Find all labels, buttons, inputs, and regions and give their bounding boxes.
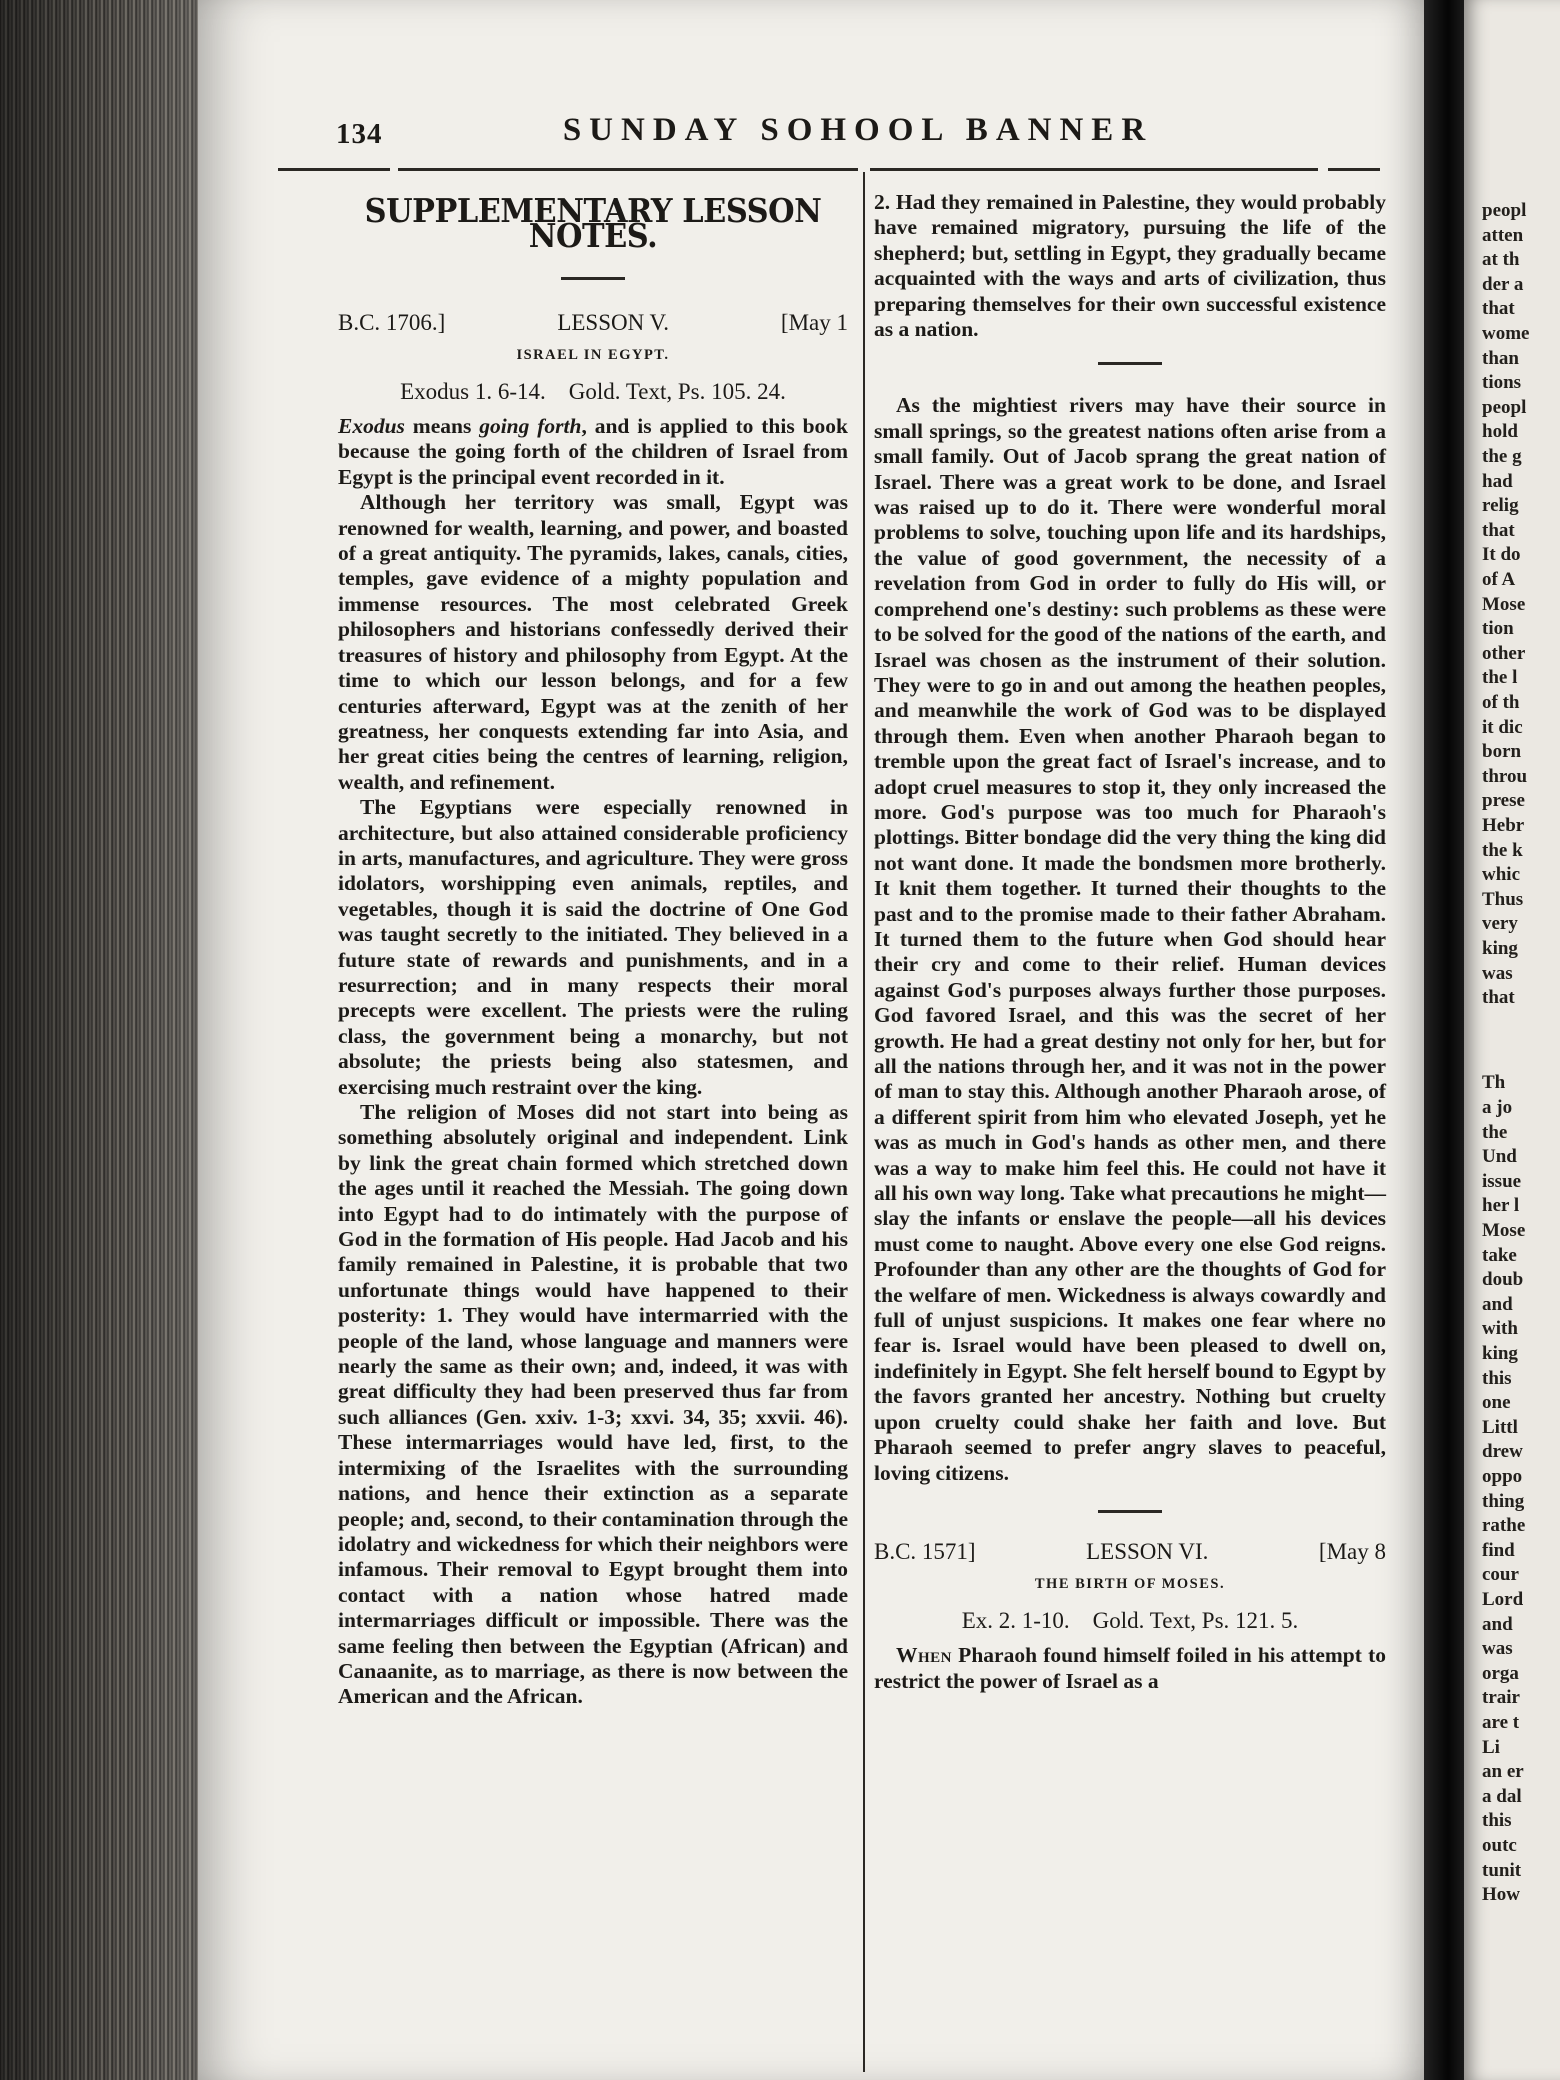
facing-page-line: whic <box>1482 864 1520 886</box>
paragraph-mightiest-rivers: As the mightiest rivers may have their source in small springs, so the greatest nations often arise from a small family. Out of Jacob sprang the great nation of Israel. There was a great work to be done, and Israel was raised up to do it. There were wonderful moral problems to solve, touching upon life and its hardships, the value of good government, the necessity of a revelation from God in order to fully do His will, or comprehend one's destiny: such problems as these were to be solved for the good of the nations of the earth, and Israel was chosen as the instrument of their solution. They were to go in and out among the heathen peoples, and meanwhile the work of God was to be displayed through them. Even when another Pharaoh began to tremble upon the great fact of Israel's increase, and to adopt cruel measures to stop it, they only increased the more. God's purpose was too much for Pharaoh's plottings. Bitter bondage did the very thing the king did not want done. It made the bondsmen more brotherly. It knit them together. It turned their thoughts to the past and to the promise made to their father Abraham. It turned them to the future when God should hear their cry and come to their relief. Human devices against God's purposes always further those purposes. God favored Israel, and this was the secret of her growth. He had a great destiny not only for her, but for all the nations through her, and it was not in the power of man to stay this. Although another Pharaoh arose, of a different spirit from him who elevated Joseph, yet he was as much in God's hands as other men, and there was a way to make him feel this. He could not have it all his own way long. Take what precautions he might—slay the infants or enslave the people—all his devices must come to naught. Above every one else God reigns. Profounder than any other are the thoughts of God for the welfare of men. Wickedness is always cowardly and full of unjust suspicions. It makes one fear where no fear is. Israel would have been pleased to dwell on, indefinitely in Egypt. She felt herself bound to Egypt by the favors granted her ancestry. Nothing but cruelty upon cruelty could shake her faith and love. But Pharaoh seemed to prefer angry slaves to peaceful, loving citizens. <box>874 393 1386 1485</box>
facing-page-line: Mose <box>1482 593 1526 615</box>
facing-page-line: thing <box>1482 1490 1525 1512</box>
facing-page-line: of A <box>1482 569 1516 590</box>
facing-page-line: and <box>1482 1293 1513 1315</box>
lesson-6-date: B.C. 1571] <box>874 1538 976 1564</box>
facing-page-line: was <box>1482 962 1513 984</box>
paragraph-egyptians: The Egyptians were especially renowned in architecture, but also attained considerable proficiency in arts, manufactures, and agriculture. They were gross idolators, worshipping even animals, reptiles, and vegetables, though it is said the doctrine of One God was taught secretly to the initiated. They believed in a future state of rewards and punishments, and in a resurrection; and in many respects their moral precepts were excellent. The priests were the ruling class, the government being a monarchy, but not absolute; the priests being also statesmen, and exercising much restraint over the king. <box>338 795 848 1099</box>
lesson-5-heading <box>338 310 848 335</box>
lesson-6-reference: Ex. 2. 1-10. Gold. Text, Ps. 121. 5. <box>961 1607 1299 1633</box>
header-rule-right <box>870 168 1318 171</box>
facing-page-line: a dal <box>1482 1785 1522 1807</box>
facing-page-line: at th <box>1482 249 1520 271</box>
facing-page-line: king <box>1482 1343 1518 1364</box>
facing-page-line: the g <box>1482 446 1522 467</box>
left-column <box>338 190 848 1710</box>
header-rule-mid <box>398 168 858 171</box>
facing-page-line: der a <box>1482 273 1524 295</box>
facing-page-line: Littl <box>1482 1416 1518 1438</box>
facing-page-line: Lord <box>1482 1589 1524 1610</box>
facing-page-line: born <box>1482 741 1522 763</box>
paragraph-exodus <box>338 414 848 490</box>
facing-page-line: tunit <box>1482 1859 1522 1881</box>
paragraph-religion-of-moses: The religion of Moses did not start into being as something absolutely original and independent. Link by link the great chain formed which stretched down the ages until it reached the Messiah. The going down into Egypt had to do intimately with the purpose of God in the formation of His people. Had Jacob and his family remained in Palestine, it is probable that two unfortunate things would have happened to their posterity: 1. They would have intermarried with the people of the land, whose language and manners were nearly the same as their own; and, indeed, it was with great difficulty they had been preserved thus far from such alliances (Gen. xxiv. 1-3; xxvi. 34, 35; xxvii. 46). These intermarriages would have led, first, to the intermixing of the Israelites with the surrounding nations, and hence their extinction as a separate people; and, second, to their contamination through the idolatry and wickedness for which their neighbors were infamous. Their removal to Egypt brought them into contact with a nation whose hatred made intermarriages difficult or impossible. There was the same feeling then between the Egyptian (African) and Canaanite, as to marriage, as there is now between the American and the African. <box>338 1100 848 1709</box>
facing-page-line: atten <box>1482 224 1524 246</box>
facing-page <box>1464 0 1560 2080</box>
facing-page-line: oppo <box>1482 1466 1523 1487</box>
page-edge-shadow <box>0 0 200 2080</box>
facing-page-line: cour <box>1482 1564 1519 1586</box>
facing-page-line: her l <box>1482 1195 1520 1217</box>
page-number: 134 <box>336 118 383 150</box>
facing-page-line: other <box>1482 642 1526 664</box>
column-divider <box>863 172 865 2072</box>
facing-page-line: find <box>1482 1539 1515 1561</box>
facing-page-line: had <box>1482 470 1513 492</box>
facing-page-line: Th <box>1482 1072 1506 1094</box>
facing-page-line: drew <box>1482 1441 1523 1463</box>
facing-page-line: Hebr <box>1482 815 1525 836</box>
facing-page-line: Thus <box>1482 888 1524 910</box>
facing-page-line: peopl <box>1482 200 1527 221</box>
facing-page-line: tions <box>1482 372 1522 394</box>
lesson-6-heading <box>874 1539 1386 1564</box>
lesson-6-rule <box>1098 1510 1162 1513</box>
facing-page-line: are t <box>1482 1712 1520 1733</box>
facing-page-line: hold <box>1482 421 1518 443</box>
facing-page-line: prese <box>1482 790 1525 812</box>
header-rule-end <box>1328 168 1380 171</box>
exodus-term: Exodus <box>338 414 405 439</box>
facing-page-line: that <box>1482 519 1515 541</box>
title-rule <box>561 277 625 280</box>
book-page <box>198 0 1424 2080</box>
facing-page-line: this <box>1482 1810 1512 1832</box>
lesson-5-subtitle: ISRAEL IN EGYPT. <box>516 347 670 364</box>
facing-page-line: this <box>1482 1367 1512 1389</box>
facing-page-line: peopl <box>1482 396 1527 418</box>
paragraph-text: means <box>404 414 480 439</box>
lesson-5-number: LESSON V. <box>557 309 669 335</box>
facing-page-line: wome <box>1482 323 1530 344</box>
facing-page-line: take <box>1482 1244 1517 1266</box>
facing-page-line: that <box>1482 298 1515 320</box>
facing-page-line: How <box>1482 1884 1520 1906</box>
facing-page-line: a jo <box>1482 1097 1513 1118</box>
paragraph-palestine: 2. Had they remained in Palestine, they would probably have remained migratory, pursuing the life of the shepherd; but, settling in Egypt, they gradually became acquainted with the ways and arts of civilization, thus preparing themselves for their own successful existence as a nation. <box>874 190 1386 342</box>
facing-page-line: doub <box>1482 1269 1524 1291</box>
facing-page-line: that <box>1482 987 1515 1009</box>
running-head: SUNDAY SOHOOL BANNER <box>562 112 1154 148</box>
facing-page-line: king <box>1482 938 1518 959</box>
paragraph-birth-of-moses <box>874 1643 1386 1694</box>
paragraph-egypt-territory: Although her territory was small, Egypt was renowned for wealth, learning, and power, and boasted of a great antiquity. The pyramids, lakes, canals, cities, temples, gave evidence of a mighty population and immense resources. The most celebrated Greek philosophers and historians confessedly derived their treasures of history and philosophy from Egypt. At the time to which our lesson belongs, and for a few centuries afterward, Egypt was at the zenith of her greatness, her conquests extending far into Asia, and her great cities being the centres of learning, religion, wealth, and refinement. <box>338 490 848 794</box>
header-rule-left <box>278 168 390 171</box>
facing-page-line: throu <box>1482 765 1528 787</box>
lesson-6-number: LESSON VI. <box>1086 1538 1209 1564</box>
drop-word: When <box>896 1643 953 1668</box>
facing-page-line: Li <box>1482 1736 1500 1758</box>
facing-page-line: rathe <box>1482 1515 1526 1537</box>
facing-page-line: relig <box>1482 495 1519 517</box>
facing-page-line: than <box>1482 347 1519 369</box>
section-title: SUPPLEMENTARY LESSON NOTES. <box>364 191 822 256</box>
going-forth-term: going forth <box>479 414 582 439</box>
facing-page-line: an er <box>1482 1761 1524 1783</box>
paragraph-text: Pharaoh found himself foiled in his attempt to restrict the power of Israel as a <box>874 1643 1386 1693</box>
facing-page-line: issue <box>1482 1170 1522 1192</box>
lesson-5-date: B.C. 1706.] <box>338 309 446 335</box>
book-gutter <box>1424 0 1464 2080</box>
right-column <box>874 190 1386 1694</box>
facing-page-line: the l <box>1482 667 1518 689</box>
facing-page-line: orga <box>1482 1662 1519 1684</box>
lesson-5-reference: Exodus 1. 6-14. Gold. Text, Ps. 105. 24. <box>400 378 786 404</box>
facing-page-line: Mose <box>1482 1220 1526 1241</box>
facing-page-line: outc <box>1482 1835 1517 1856</box>
facing-page-line: It do <box>1482 544 1521 566</box>
facing-page-line: trair <box>1482 1687 1520 1709</box>
lesson-6-subtitle: THE BIRTH OF MOSES. <box>1034 1576 1226 1593</box>
facing-page-line: of th <box>1482 692 1520 713</box>
paragraph-text: , and is applied to this book because the going forth of the children of Israel from Egypt is the principal event recorded in it. <box>338 414 848 489</box>
facing-page-line: very <box>1482 913 1518 935</box>
facing-page-line: one <box>1482 1392 1511 1414</box>
facing-page-line: the <box>1482 1121 1508 1143</box>
facing-page-line: the k <box>1482 839 1523 861</box>
facing-page-line: with <box>1482 1318 1518 1340</box>
facing-page-line: and <box>1482 1613 1513 1635</box>
facing-page-line: it dic <box>1482 716 1523 738</box>
lesson-6-month: [May 8 <box>1318 1538 1386 1564</box>
section-rule <box>1098 362 1162 365</box>
facing-page-line: tion <box>1482 618 1514 640</box>
facing-page-line: Und <box>1482 1146 1517 1168</box>
lesson-5-month: [May 1 <box>780 309 848 335</box>
facing-page-line: was <box>1482 1638 1513 1660</box>
